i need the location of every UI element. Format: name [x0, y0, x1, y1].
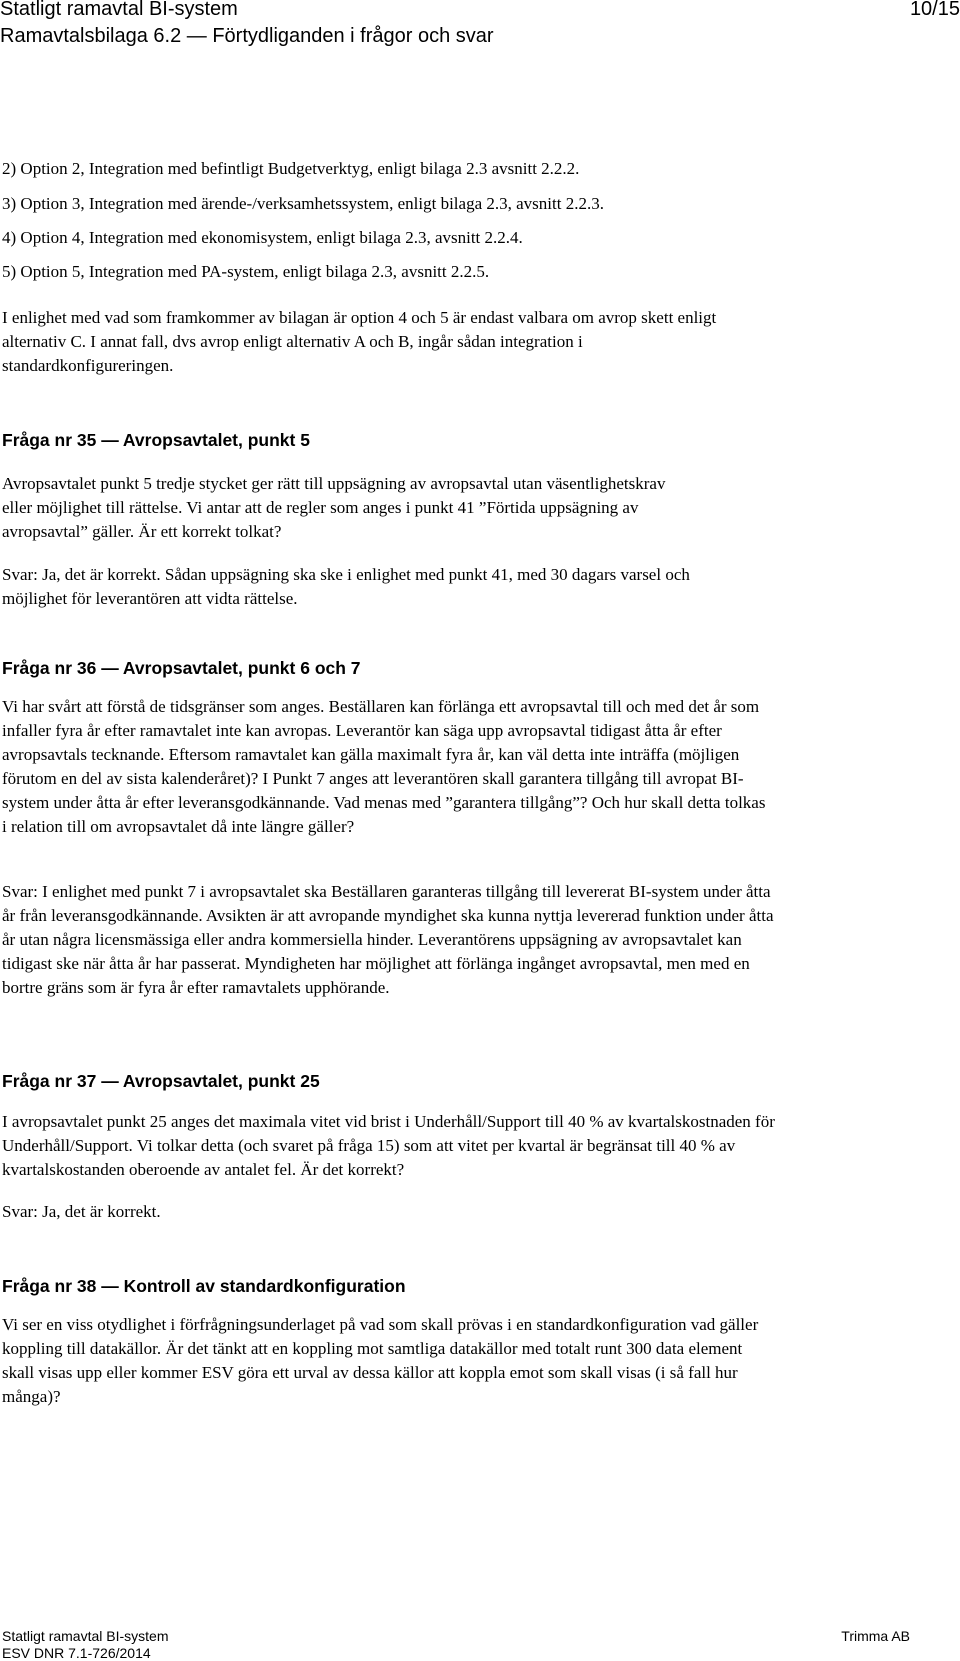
- answer-35-text: : Ja, det är korrekt. Sådan uppsägning ska ske i enlighet med punkt 41, med 30 dagars varsel och möjlighet för leverantören att vidta rättelse.: [2, 565, 690, 608]
- answer-36-block: [2, 880, 774, 1000]
- option-line: 3) Option 3, Integration med ärende-/verksamhetssystem, enligt bilaga 2.3, avsnitt 2.2.3.: [2, 194, 604, 213]
- header-subtitle: Ramavtalsbilaga 6.2 — Förtydliganden i frågor och svar: [0, 25, 494, 47]
- answer-36-label: Svar: [2, 882, 34, 901]
- question-38-heading: Fråga nr 38 — Kontroll av standardkonfiguration: [2, 1276, 406, 1296]
- header-title: Statligt ramavtal BI-system: [0, 0, 238, 20]
- intro-text: I enlighet med vad som framkommer av bilagan är option 4 och 5 är endast valbara om avrop skett enligt alternativ C. I annat fall, dvs avrop enligt alternativ A och B, ingår sådan integration i standardkonfigureringen.: [2, 308, 717, 375]
- answer-35-label: Svar: [2, 565, 34, 584]
- option-line: 5) Option 5, Integration med PA-system, enligt bilaga 2.3, avsnitt 2.2.5.: [2, 262, 490, 281]
- answer-36-text: : I enlighet med punkt 7 i avropsavtalet ska Beställaren garanteras tillgång till levererat BI-system under åtta år från leveransgodkännande. Avsikten är att avropande myndighet ska kunna nyttja levererad funktion under åtta år utan några licensmässiga eller andra kommersiella hinder. Leverantörens uppsägning av avropsavtalet kan tidigast ske när åtta år har passerat. Myndigheten har möjlighet att förlänga ingånget avropsavtal, men med en bortre gräns som är fyra år efter ramavtalets upphörande.: [2, 882, 774, 997]
- answer-37-text: : Ja, det är korrekt.: [33, 1202, 161, 1221]
- question-36-text-block: [2, 695, 774, 839]
- intro-paragraph: [2, 306, 722, 378]
- answer-37-block: [2, 1200, 742, 1224]
- question-37-text: I avropsavtalet punkt 25 anges det maximala vitet vid brist i Underhåll/Support till 40 % av kvartalskostnaden för Underhåll/Support. Vi tolkar detta (och svaret på fråga 15) som att vitet per kvartal är begränsat till 40 % av kvartalskostanden oberoende av antalet fel. Är det korrekt?: [2, 1112, 775, 1179]
- footer-left-line1: Statligt ramavtal BI-system: [2, 1628, 169, 1644]
- footer-right: Trimma AB: [841, 1628, 910, 1644]
- question-38-text: Vi ser en viss otydlighet i förfrågningsunderlaget på vad som skall prövas i en standardkonfiguration vad gäller koppling till datakällor. Är det tänkt att en koppling mot samtliga datakällor med totalt runt 300 data element skall visas upp eller kommer ESV göra ett urval av dessa källor att koppla emot som skall visas (i så fall hur många)?: [2, 1315, 759, 1406]
- option-line: 4) Option 4, Integration med ekonomisystem, enligt bilaga 2.3, avsnitt 2.2.4.: [2, 228, 523, 247]
- question-38-text-block: [2, 1313, 772, 1409]
- option-line: 2) Option 2, Integration med befintligt Budgetverktyg, enligt bilaga 2.3 avsnitt 2.2.2.: [2, 159, 580, 178]
- question-35-text: Avropsavtalet punkt 5 tredje stycket ger rätt till uppsägning av avropsavtal utan väsentlighetskrav eller möjlighet till rättelse. Vi antar att de regler som anges i punkt 41 ”Förtida uppsägning av avropsavtal” gäller. Är ett korrekt tolkat?: [2, 474, 666, 541]
- question-37-text-block: [2, 1110, 782, 1182]
- answer-37-label: Svar: [2, 1202, 34, 1221]
- question-35-text-block: [2, 472, 692, 544]
- answer-35-block: [2, 563, 742, 611]
- page-number: 10/15: [909, 0, 960, 20]
- question-37-heading: Fråga nr 37 — Avropsavtalet, punkt 25: [2, 1071, 320, 1091]
- question-36-heading: Fråga nr 36 — Avropsavtalet, punkt 6 och 7: [2, 658, 361, 678]
- question-35-heading: Fråga nr 35 — Avropsavtalet, punkt 5: [2, 430, 310, 450]
- question-36-text: Vi har svårt att förstå de tidsgränser som anges. Beställaren kan förlänga ett avropsavtal till och med det år som infaller fyra år efter ramavtalet inte kan avropas. Leverantör kan säga upp avropsavtal tidigast åtta år efter avropsavtals tecknande. Eftersom ramavtalet kan gälla maximalt fyra år, kan väl detta inte inträffa (möjligen förutom en del av sista kalenderåret)? I Punkt 7 anges att leverantören skall garantera tillgång till avropat BI-system under åtta år efter leveransgodkännande. Vad menas med ”garantera tillgång”? Och hur skall detta tolkas i relation till om avropsavtalet då inte längre gäller?: [2, 697, 766, 836]
- footer-left-line2: ESV DNR 7.1-726/2014: [2, 1645, 151, 1661]
